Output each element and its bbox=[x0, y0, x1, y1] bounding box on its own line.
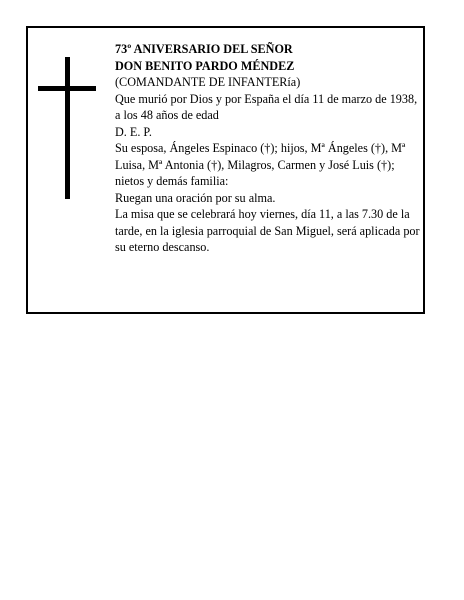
family-line: Su esposa, Ángeles Espinaco (†); hijos, Mª Ángeles (†), Mª Luisa, Mª Antonia (†), Milagros, Carmen y José Luis (†); nietos y demás familia: bbox=[115, 141, 406, 188]
mass-details: La misa que se celebrará hoy viernes, día 11, a las 7.30 de la tarde, en la iglesia parroquial de San Miguel, será aplicada por su eterno descanso. bbox=[115, 207, 420, 254]
notice-text bbox=[115, 41, 423, 256]
prayer-request: Ruegan una oración por su alma. bbox=[115, 190, 276, 205]
rank-line: (COMANDANTE DE INFANTERía) bbox=[115, 75, 301, 89]
cross-icon bbox=[38, 57, 96, 199]
cross-horizontal-bar bbox=[38, 86, 96, 91]
cross-vertical-bar bbox=[65, 57, 70, 199]
heading-line-1: 73º ANIVERSARIO DEL SEÑOR bbox=[115, 42, 293, 56]
rip-line: D. E. P. bbox=[115, 124, 152, 139]
heading-line-2: DON BENITO PARDO MÉNDEZ bbox=[115, 58, 295, 73]
obituary-notice bbox=[26, 26, 425, 314]
death-statement: Que murió por Dios y por España el día 11 de marzo de 1938, a los 48 años de edad bbox=[115, 91, 418, 122]
